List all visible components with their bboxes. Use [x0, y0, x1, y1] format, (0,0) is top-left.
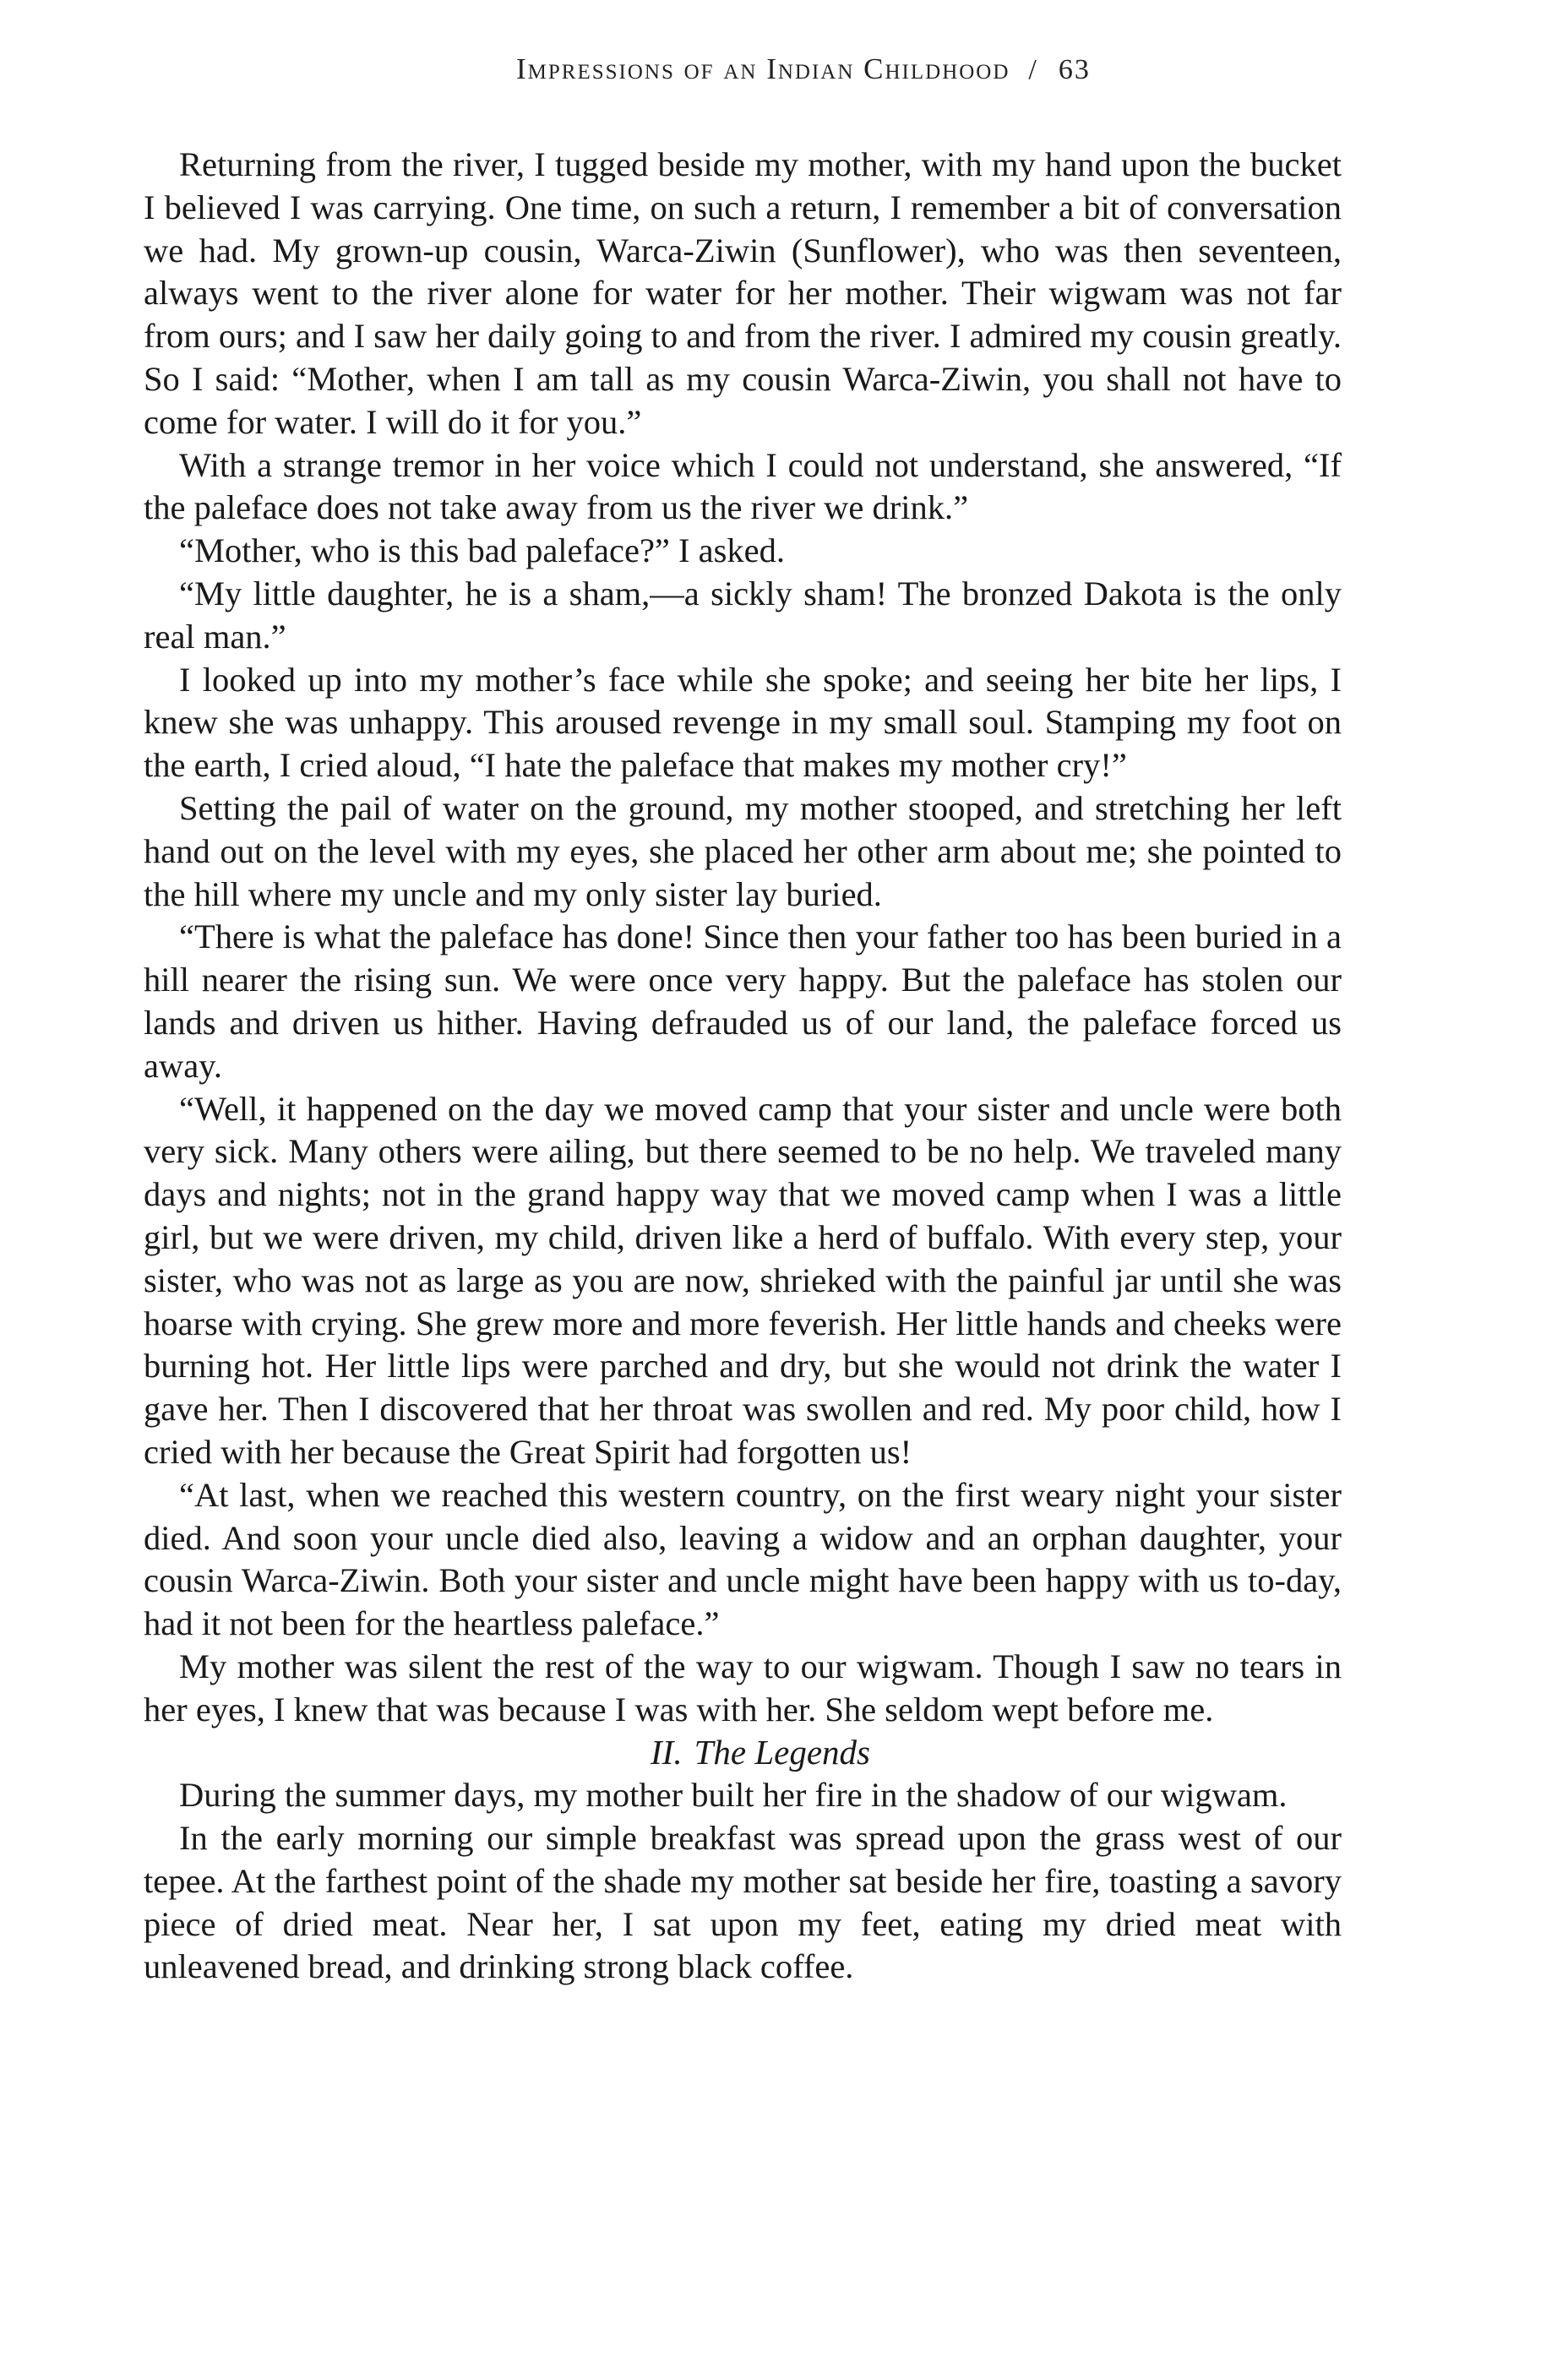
- paragraph: “Well, it happened on the day we moved camp that your sister and uncle were both very sick. Many others were ailing, but there seemed to be no help. We traveled many days and nights; not in the grand happy way that we moved camp when I was a little girl, but we were driven, my child, driven like a herd of buffalo. With every step, your sister, who was not as large as you are now, shrieked with the painful jar until she was hoarse with crying. She grew more and more feverish. Her little hands and cheeks were burning hot. Her little lips were parched and dry, but she would not drink the water I gave her. Then I discovered that her throat was swollen and red. My poor child, how I cried with her because the Great Spirit had forgotten us!: [144, 1089, 1342, 1471]
- running-head-title: Impressions of an Indian Childhood: [516, 52, 1010, 85]
- running-head: [516, 52, 1361, 86]
- section-number: II.: [651, 1733, 683, 1772]
- paragraph: During the summer days, my mother built her fire in the shadow of our wigwam.: [179, 1776, 1288, 1815]
- section-heading: [144, 1731, 1342, 1774]
- paragraph: “My little daughter, he is a sham,—a sickly sham! The bronzed Dakota is the only real man.”: [144, 574, 1342, 656]
- paragraph: I looked up into my mother’s face while she spoke; and seeing her bite her lips, I knew she was unhappy. This aroused revenge in my small soul. Stamping my foot on the earth, I cried aloud, “I hate the paleface that makes my mother cry!”: [144, 660, 1342, 785]
- section-title: The Legends: [694, 1733, 870, 1772]
- paragraph: “There is what the paleface has done! Since then your father too has been buried in a hill nearer the rising sun. We were once very happy. But the paleface has stolen our lands and driven us hither. Having defrauded us of our land, the paleface forced us away.: [144, 917, 1342, 1085]
- paragraph: With a strange tremor in her voice which I could not understand, she answered, “If the paleface does not take away from us the river we drink.”: [144, 445, 1342, 527]
- paragraph: My mother was silent the rest of the way to our wigwam. Though I saw no tears in her eyes, I knew that was because I was with her. She seldom wept before me.: [144, 1647, 1342, 1728]
- body-text: [144, 144, 1342, 1989]
- page-number: 63: [1058, 54, 1091, 85]
- running-head-separator: /: [1028, 54, 1038, 85]
- paragraph: “At last, when we reached this western country, on the first weary night your sister died. And soon your uncle died also, leaving a widow and an orphan daughter, your cousin Warca-Ziwin. Both your sister and uncle might have been happy with us to-day, had it not been for the heartless paleface.”: [144, 1475, 1342, 1643]
- paragraph: Setting the pail of water on the ground, my mother stooped, and stretching her left hand out on the level with my eyes, she placed her other arm about me; she pointed to the hill where my uncle and my only sister lay buried.: [144, 788, 1342, 913]
- paragraph: Returning from the river, I tugged beside my mother, with my hand upon the bucket I believed I was carrying. One time, on such a return, I remember a bit of conversation we had. My grown-up cousin, Warca-Ziwin (Sunflower), who was then seventeen, always went to the river alone for water for her mother. Their wigwam was not far from ours; and I saw her daily going to and from the river. I admired my cousin greatly. So I said: “Mother, when I am tall as my cousin Warca-Ziwin, you shall not have to come for water. I will do it for you.”: [144, 145, 1342, 441]
- paragraph: “Mother, who is this bad paleface?” I asked.: [179, 531, 785, 570]
- paragraph: In the early morning our simple breakfast was spread upon the grass west of our tepee. At the farthest point of the shade my mother sat beside her fire, toasting a savory piece of dried meat. Near her, I sat upon my feet, eating my dried meat with unleavened bread, and drinking strong black coffee.: [144, 1819, 1342, 1986]
